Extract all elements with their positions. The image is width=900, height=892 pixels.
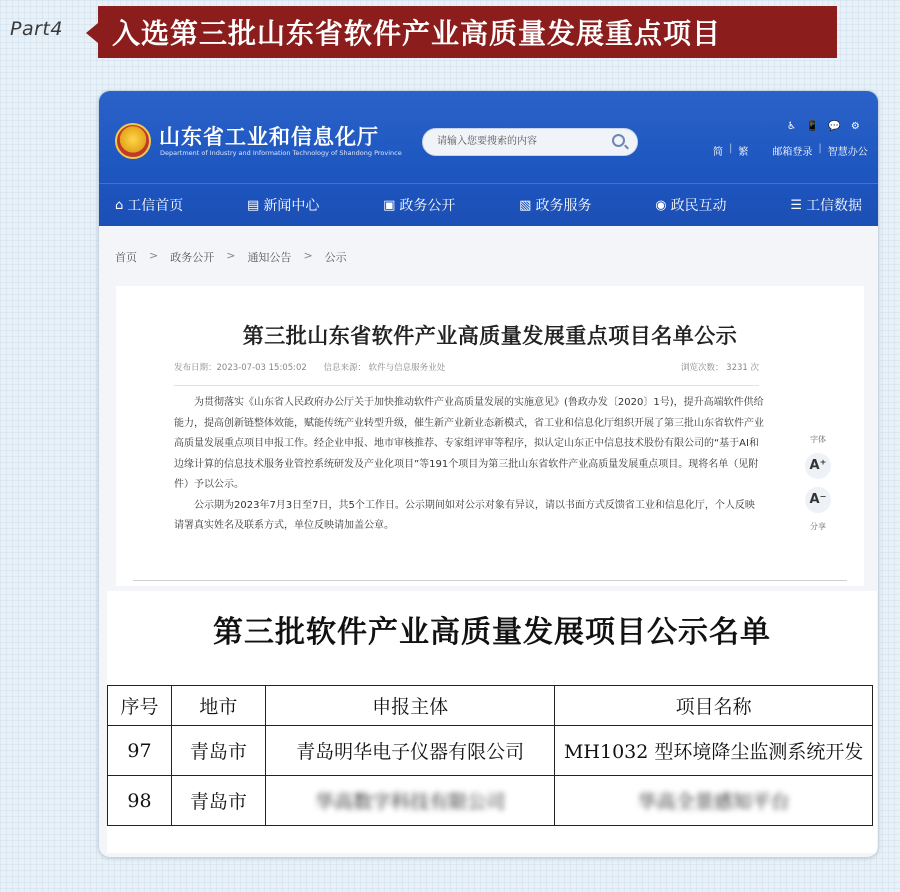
- search-icon[interactable]: [612, 134, 625, 147]
- column-header: 序号: [108, 686, 172, 726]
- breadcrumb-notices[interactable]: 通知公告: [247, 251, 292, 264]
- article-title: 第三批山东省软件产业高质量发展重点项目名单公示: [242, 324, 738, 348]
- paragraph: 公示期为2023年7月3日至7日，共5个工作日。公示期间如对公示对象有异议，请以书面方式反馈省工业和信息化厅，个人反映请署真实姓名及联系方式，单位反映请加盖公章。: [174, 499, 755, 531]
- breadcrumb: [115, 249, 347, 265]
- table-cell: 97: [108, 726, 172, 776]
- table-cell: MH1032 型环境降尘监测系统开发: [555, 726, 873, 776]
- column-header: 申报主体: [265, 686, 555, 726]
- view-count: 浏览次数： 3231 次: [680, 363, 759, 373]
- table-cell: 青岛市: [171, 726, 265, 776]
- nav-news[interactable]: ▤ 新闻中心: [247, 197, 320, 214]
- column-header: 地市: [171, 686, 265, 726]
- breadcrumb-public-affairs[interactable]: 政务公开: [170, 251, 215, 264]
- database-icon: ☰: [790, 197, 802, 213]
- monitor-icon: ▣: [383, 197, 396, 213]
- nav-public-affairs[interactable]: ▣ 政务公开: [383, 197, 456, 214]
- nav-services[interactable]: ▧ 政务服务: [519, 197, 592, 214]
- table-cell: 98: [108, 776, 172, 826]
- table-row: [108, 726, 873, 776]
- news-icon: ▤: [247, 197, 260, 213]
- traditional-link[interactable]: 繁: [738, 147, 749, 158]
- article-meta: [174, 361, 759, 386]
- mobile-icon[interactable]: 📱: [805, 121, 819, 132]
- national-emblem-icon: [115, 123, 151, 159]
- chevron-right-icon: >: [149, 249, 159, 262]
- nav-home[interactable]: ⌂ 工信首页: [115, 197, 184, 214]
- website-screenshot: [98, 90, 879, 858]
- home-icon: ⌂: [115, 197, 124, 213]
- article-panel: [116, 286, 864, 586]
- mail-login-link[interactable]: 邮箱登录: [772, 147, 813, 158]
- project-table: [107, 685, 873, 826]
- font-decrease-button[interactable]: A⁻: [805, 487, 831, 513]
- source: 信息来源： 软件与信息服务业处: [323, 363, 446, 373]
- site-name[interactable]: 山东省工业和信息化厅: [159, 125, 379, 149]
- main-nav: [99, 191, 878, 219]
- table-cell: 青岛明华电子仪器有限公司: [265, 726, 555, 776]
- simplified-link[interactable]: 简: [713, 147, 723, 158]
- nav-data[interactable]: ☰ 工信数据: [790, 197, 862, 214]
- font-size-label: 字体: [810, 435, 826, 444]
- breadcrumb-publicity[interactable]: 公示: [324, 251, 347, 264]
- site-subtitle: Department of Industry and Information Technology of Shandong Province: [160, 149, 402, 157]
- list-title: 第三批软件产业高质量发展项目公示名单: [213, 615, 771, 650]
- part-label: Part4: [10, 18, 63, 40]
- publish-date: 发布日期：2023-07-03 15:05:02: [174, 363, 307, 373]
- divider: [133, 580, 847, 581]
- font-increase-button[interactable]: A⁺: [805, 453, 831, 479]
- chevron-right-icon: >: [226, 249, 236, 262]
- breadcrumb-home[interactable]: 首页: [115, 251, 137, 264]
- table-cell: 华高数字科技有限公司: [265, 776, 555, 826]
- accessibility-tools: [787, 121, 860, 132]
- banner-title: 入选第三批山东省软件产业高质量发展重点项目: [98, 6, 837, 58]
- weibo-icon[interactable]: ⚙: [850, 121, 860, 132]
- table-cell: 青岛市: [171, 776, 265, 826]
- paragraph: 为贯彻落实《山东省人民政府办公厅关于加快推动软件产业高质量发展的实施意见》(鲁政办发〔2020〕1号)，提升高端软件供给能力，提高创新链整体效能，赋能传统产业转型升级，催生新产业新业态新模式，省工业和信息化厅组织开展了第三批山东省软件产业高质量发展重点项目申报工作。经企业申报、地市审核推荐、专家组评审等程序，拟认定山东正中信息技术股份有限公司的“基于AI和边缘计算的信息技术服务业管控系统研发及产业化项目”等191个项目为第三批山东省软件产业高质量发展重点项目。现将名单（见附件）予以公示。: [174, 397, 764, 490]
- chevron-right-icon: >: [303, 249, 313, 262]
- top-links: 简 | 繁 邮箱登录 | 智慧办公: [713, 143, 868, 158]
- table-row: [108, 776, 873, 826]
- share-label[interactable]: 分享: [810, 522, 826, 531]
- attachment-image: [107, 591, 877, 853]
- wechat-icon[interactable]: 💬: [828, 121, 841, 132]
- smart-office-link[interactable]: 智慧办公: [827, 147, 868, 158]
- table-cell: 华高全景感知平台: [555, 776, 873, 826]
- article-tools: [798, 434, 838, 532]
- accessibility-icon[interactable]: ♿: [787, 121, 796, 132]
- chat-icon: ◉: [655, 197, 667, 213]
- nav-interaction[interactable]: ◉ 政民互动: [655, 197, 727, 214]
- column-header: 项目名称: [555, 686, 873, 726]
- document-icon: ▧: [519, 197, 532, 213]
- article-body: [174, 393, 764, 537]
- banner-arrow: [86, 23, 98, 43]
- search-input[interactable]: 请输入您要搜索的内容: [422, 128, 638, 156]
